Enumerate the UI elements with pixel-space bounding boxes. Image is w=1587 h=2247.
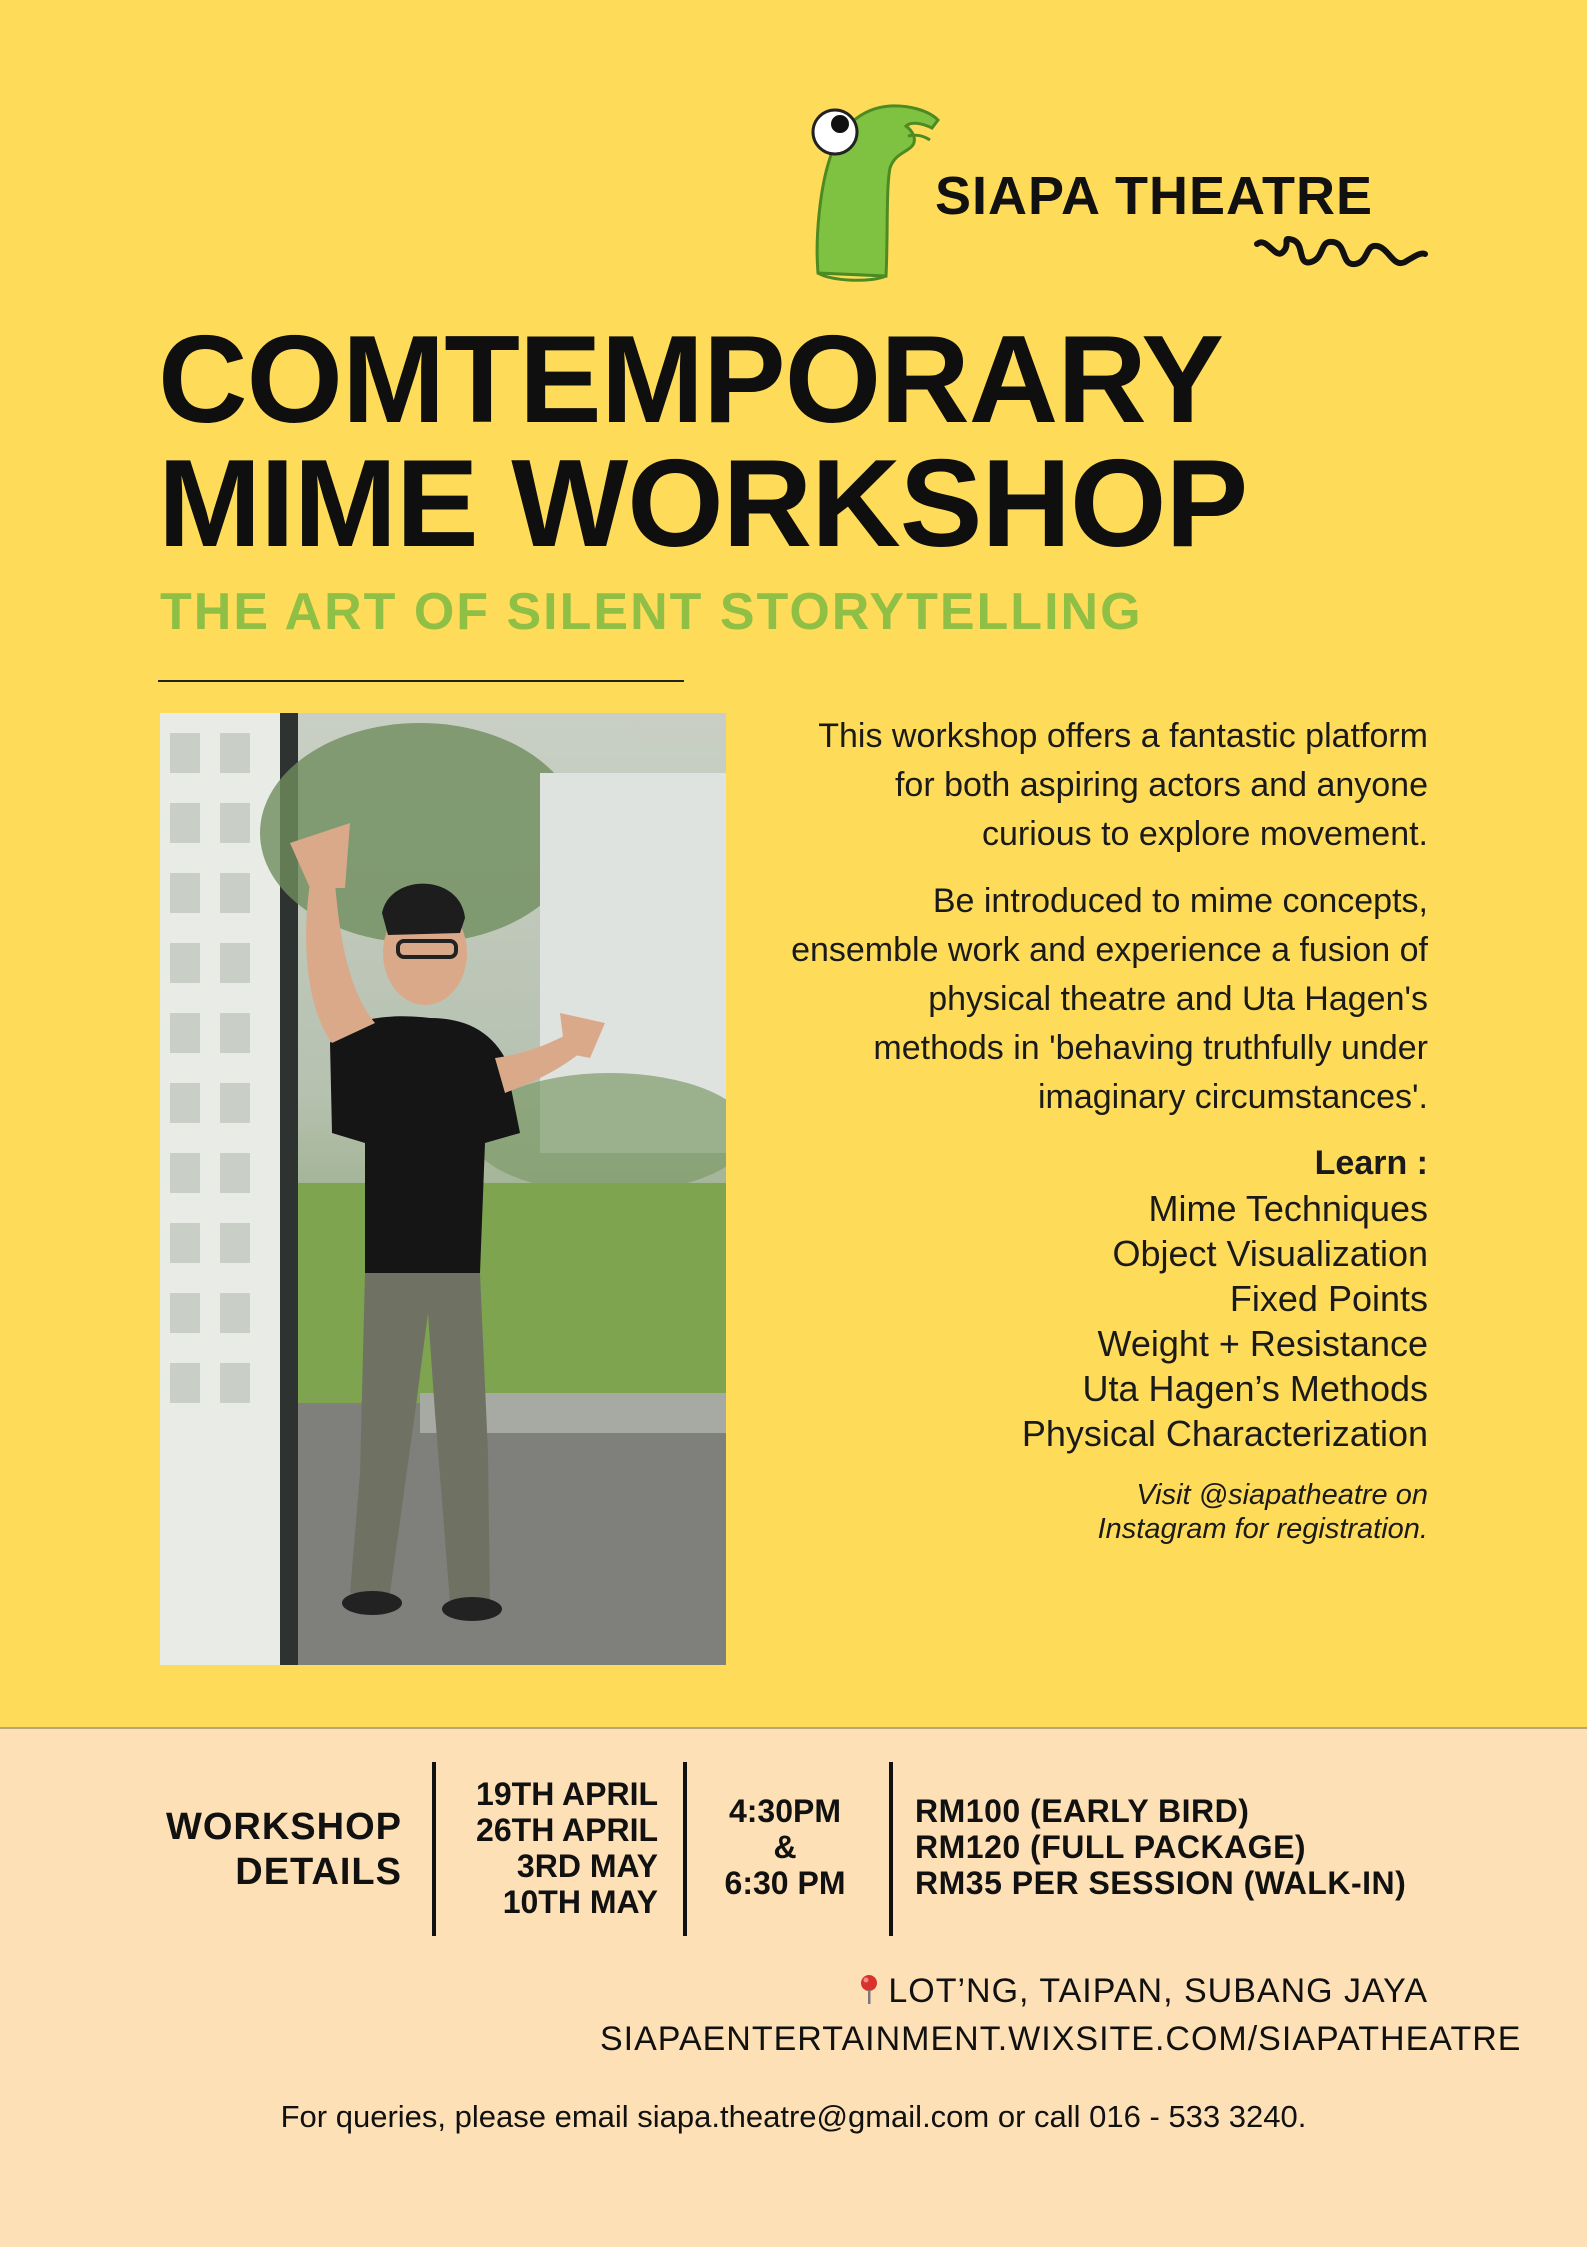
venue-block bbox=[600, 1967, 1522, 2063]
time-2: 6:30 PM bbox=[724, 1865, 846, 1901]
workshop-details-line-1: WORKSHOP bbox=[166, 1806, 402, 1848]
green-puppet-mascot-icon bbox=[790, 98, 940, 298]
column-divider bbox=[889, 1762, 893, 1936]
workshop-times bbox=[700, 1793, 870, 1901]
time-separator: & bbox=[773, 1829, 797, 1865]
venue-location-line bbox=[600, 1967, 1428, 2015]
divider bbox=[158, 680, 684, 682]
contact-info: For queries, please email siapa.theatre@gmail.com or call 016 - 533 3240. bbox=[280, 2099, 1307, 2134]
registration-line-1: Visit @siapatheatre on bbox=[1136, 1479, 1428, 1511]
learn-list bbox=[790, 1186, 1428, 1456]
registration-note bbox=[790, 1478, 1428, 1546]
workshop-details-label bbox=[120, 1805, 402, 1895]
registration-line-2: Instagram for registration. bbox=[1097, 1513, 1428, 1545]
website-link[interactable]: SIAPAENTERTAINMENT.WIXSITE.COM/SIAPATHEATRE bbox=[600, 2020, 1522, 2058]
learn-item: Mime Techniques bbox=[1148, 1188, 1428, 1229]
learn-heading: Learn : bbox=[1314, 1144, 1428, 1182]
map-pin-icon bbox=[858, 1974, 880, 2006]
price-item: RM120 (FULL PACKAGE) bbox=[915, 1829, 1307, 1865]
learn-item: Object Visualization bbox=[1112, 1233, 1428, 1274]
date-item: 26TH APRIL bbox=[476, 1812, 658, 1848]
date-item: 3RD MAY bbox=[516, 1848, 658, 1884]
column-divider bbox=[683, 1762, 687, 1936]
title-line-2: MIME WORKSHOP bbox=[158, 435, 1248, 573]
description-paragraph-1: This workshop offers a fantastic platform for both aspiring actors and anyone curious to explore movement. bbox=[818, 717, 1428, 853]
learn-item: Uta Hagen’s Methods bbox=[1082, 1368, 1428, 1409]
brand-name: SIAPA THEATRE bbox=[935, 166, 1374, 226]
price-item: RM100 (EARLY BIRD) bbox=[915, 1793, 1250, 1829]
workshop-prices bbox=[915, 1793, 1555, 1901]
description-paragraph-2: Be introduced to mime concepts, ensemble work and experience a fusion of physical theatre and Uta Hagen's methods in 'behaving truthfully under imaginary circumstances'. bbox=[791, 882, 1428, 1116]
price-item: RM35 PER SESSION (WALK-IN) bbox=[915, 1865, 1407, 1901]
time-1: 4:30PM bbox=[728, 1793, 842, 1829]
page-title bbox=[158, 311, 1458, 573]
learn-item: Fixed Points bbox=[1229, 1278, 1428, 1319]
date-item: 10TH MAY bbox=[502, 1884, 658, 1920]
description-column bbox=[790, 712, 1428, 1546]
learn-item: Weight + Resistance bbox=[1097, 1323, 1428, 1364]
photo-illustration bbox=[160, 713, 726, 1665]
squiggle-line-icon bbox=[1253, 232, 1428, 277]
workshop-dates bbox=[438, 1776, 658, 1920]
date-item: 19TH APRIL bbox=[476, 1776, 658, 1812]
venue-location: LOT’NG, TAIPAN, SUBANG JAYA bbox=[888, 1972, 1428, 2010]
instructor-mime-gesture-photo bbox=[160, 713, 726, 1665]
title-line-1: COMTEMPORARY bbox=[158, 311, 1223, 449]
learn-item: Physical Characterization bbox=[1021, 1413, 1428, 1454]
workshop-details-line-2: DETAILS bbox=[235, 1851, 402, 1893]
column-divider bbox=[432, 1762, 436, 1936]
subtitle: THE ART OF SILENT STORYTELLING bbox=[160, 583, 1143, 641]
